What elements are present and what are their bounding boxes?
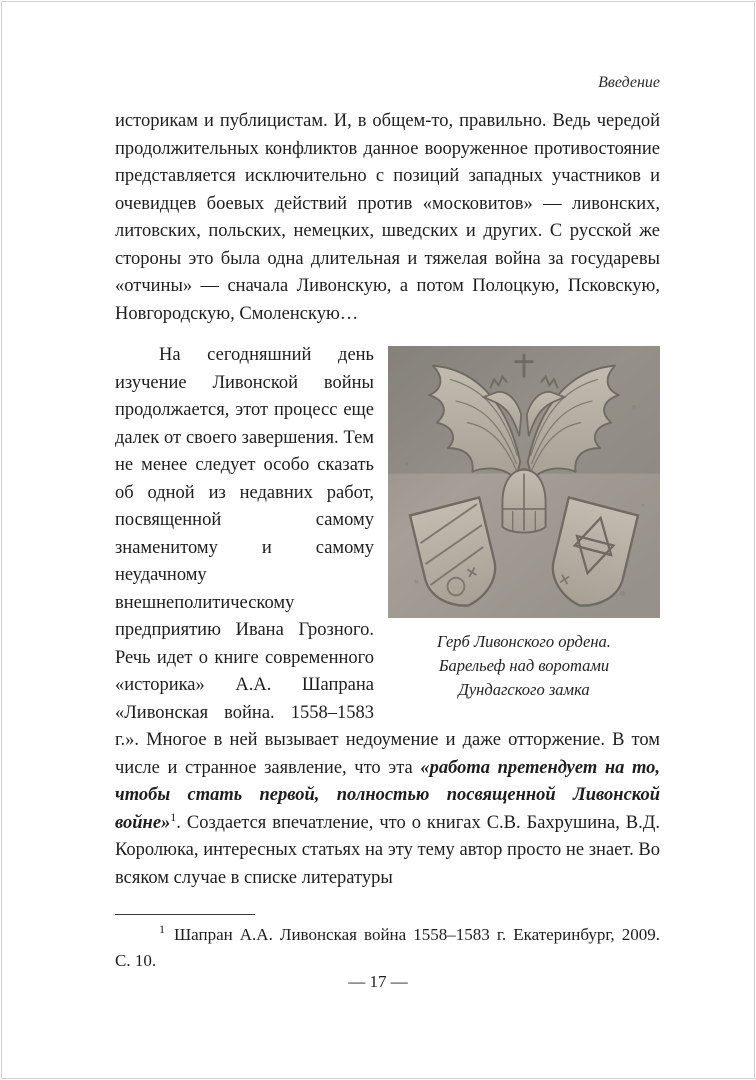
figure-caption-line-1: Герб Ливонского ордена. xyxy=(437,632,611,651)
footnote-block xyxy=(115,912,660,974)
coat-of-arms-photo xyxy=(388,346,660,618)
footnote-reference-marker: 1 xyxy=(170,809,177,824)
helmet xyxy=(502,470,545,533)
figure-caption-line-3: Дундагского замка xyxy=(458,680,590,699)
paragraph-2 xyxy=(115,342,660,892)
page-number: — 17 — xyxy=(348,972,408,991)
footnote-marker: 1 xyxy=(159,922,165,937)
footnote xyxy=(115,922,660,974)
footnote-rule xyxy=(115,914,255,915)
paragraph-2-lead: На сегодняшний день изучение Ливонской войны продолжается, этот процесс еще далек от своего завершения. Тем не менее следует особо сказать об одной из недавних работ, посвященной самому знаменитому и самому неудачному внешнеполитическому предприятию Ивана Грозного. Речь идет о книге современного «историка» А.А. Шапрана «Ливонская война. 1558–1583 г.». Многое в ней вызывает недоумение и даже отторжение. В том числе и странное заявление, что эта xyxy=(115,345,660,778)
paragraph-1: историкам и публицистам. И, в общем-то, правильно. Ведь чередой продолжительных конфликтов данное вооруженное противостояние представляется исключительно с позиций западных участников и очевидцев боевых действий против «московитов» — ливонских, литовских, польских, немецких, шведских и других. С русской же стороны это была одна длительная и тяжелая война за государевы «отчины» — сначала Ливонскую, а потом Полоцкую, Псковскую, Новгородскую, Смоленскую… xyxy=(115,111,660,324)
figure-block xyxy=(388,346,660,702)
footnote-text: Шапран А.А. Ливонская война 1558–1583 г. Екатеринбург, 2009. С. 10. xyxy=(115,925,660,970)
figure-caption-line-2: Барельеф над воротами xyxy=(438,656,610,675)
text-block xyxy=(115,74,660,912)
figure-caption xyxy=(388,630,660,702)
paragraph-2-tail: . Создается впечатление, что о книгах С.В. Бахрушина, В.Д. Королюка, интересных статьях на эту тему автор просто не знает. Во всяком случае в списке литературы xyxy=(115,812,660,888)
running-header: Введение xyxy=(598,74,660,91)
paragraph-2-quote: «работа претендует на то, чтобы стать первой, полностью посвященной Ливонской войне» xyxy=(115,757,660,833)
